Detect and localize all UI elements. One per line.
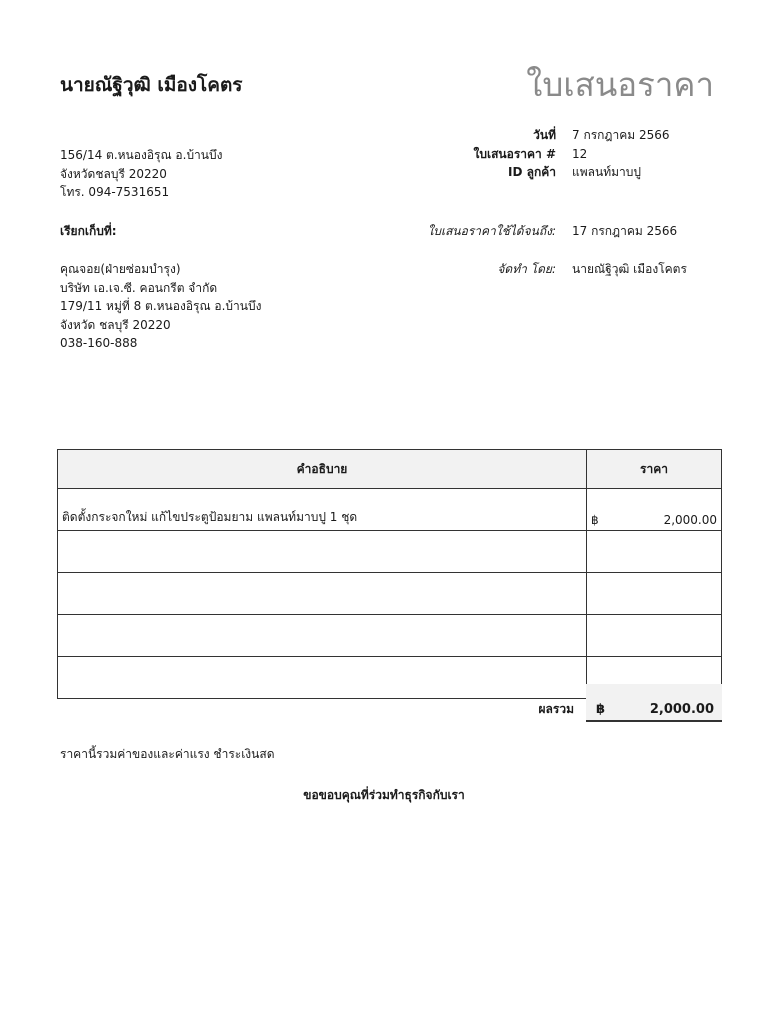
thank-you-message: ขอขอบคุณที่ร่วมทำธุรกิจกับเรา <box>303 788 465 802</box>
total-box <box>586 684 722 722</box>
date-label: วันที่ <box>533 128 556 142</box>
header-price: ราคา <box>587 450 722 489</box>
row-price <box>587 489 722 531</box>
row-description <box>58 615 587 657</box>
bill-to-address-line1: 179/11 หมู่ที่ 8 ต.หนองอิรุณ อ.บ้านบึง <box>60 299 262 313</box>
row-description <box>58 573 587 615</box>
row-description: ติดตั้งกระจกใหม่ แก้ไขประตูป้อมยาม แพลนท์มาบปู 1 ชุด <box>58 489 587 531</box>
row-price-value: 2,000.00 <box>663 513 717 527</box>
row-description <box>58 531 587 573</box>
row-price <box>587 573 722 615</box>
meta-row-quote-no <box>400 145 730 164</box>
quote-no-value: 12 <box>572 146 588 161</box>
prepared-by-label: จัดทำ โดย: <box>497 262 556 276</box>
bill-to-address-line2: จังหวัด ชลบุรี 20220 <box>60 317 171 332</box>
sender-address-line1: 156/14 ต.หนองอิรุณ อ.บ้านบึง <box>60 148 223 162</box>
quote-no-label: ใบเสนอราคา # <box>473 146 556 161</box>
bill-to-company: บริษัท เอ.เจ.ซี. คอนกรีต จำกัด <box>60 280 218 295</box>
prepared-by <box>400 260 730 279</box>
table-row <box>58 573 722 615</box>
valid-until-label: ใบเสนอราคาใช้ได้จนถึง: <box>427 224 556 238</box>
row-currency: ฿ <box>591 513 599 527</box>
company-name: นายณัฐิวุฒิ เมืองโคตร <box>60 74 243 96</box>
table-row <box>58 531 722 573</box>
bill-to-contact: คุณจอย(ฝ่ายซ่อมบำรุง) <box>60 262 181 276</box>
sender-phone: โทร. 094-7531651 <box>60 185 170 199</box>
meta-row-date <box>400 126 730 145</box>
sender-address <box>60 146 222 202</box>
total-label: ผลรวม <box>538 702 574 716</box>
items-table <box>57 449 722 699</box>
row-price <box>587 531 722 573</box>
date-value: 7 กรกฎาคม 2566 <box>572 128 670 142</box>
bill-to-heading: เรียกเก็บที่: <box>60 224 117 238</box>
total-currency: ฿ <box>596 702 606 717</box>
sender-address-line2: จังหวัดชลบุรี 20220 <box>60 166 167 181</box>
row-price <box>587 615 722 657</box>
prepared-by-value: นายณัฐิวุฒิ เมืองโคตร <box>572 262 687 276</box>
table-header-row <box>58 450 722 489</box>
document-title: ใบเสนอราคา <box>526 65 714 104</box>
table-row <box>58 489 722 531</box>
header-description: คำอธิบาย <box>58 450 587 489</box>
bill-to-address <box>60 260 261 353</box>
table-row <box>58 615 722 657</box>
total-value: 2,000.00 <box>649 702 714 717</box>
price-note: ราคานี้รวมค่าของและค่าแรง ชำระเงินสด <box>60 747 275 761</box>
meta-row-customer-id <box>400 163 730 182</box>
total-row <box>57 684 722 722</box>
validity <box>400 222 730 241</box>
customer-id-value: แพลนท์มาบปู <box>572 165 641 179</box>
bill-to-phone: 038-160-888 <box>60 336 138 350</box>
customer-id-label: ID ลูกค้า <box>508 165 556 179</box>
valid-until-value: 17 กรกฎาคม 2566 <box>572 224 678 238</box>
quote-meta <box>400 126 730 182</box>
